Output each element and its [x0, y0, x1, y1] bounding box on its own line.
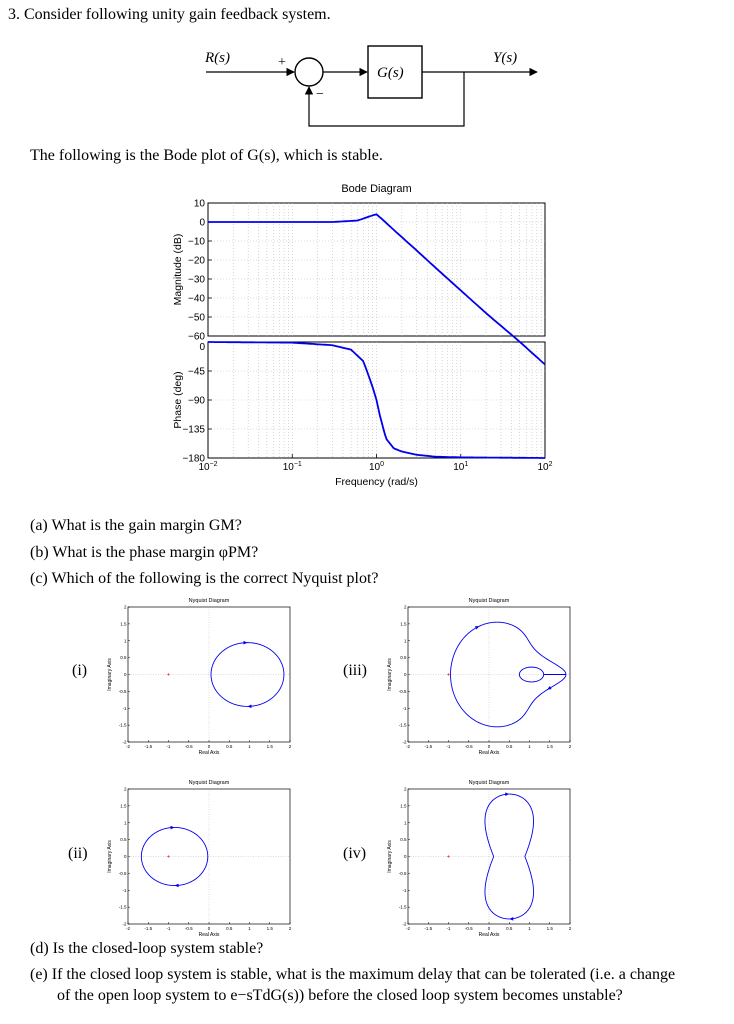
nyquist-y-label: Imaginary Axis: [107, 840, 113, 873]
question-e-text: If the closed loop system is stable, what is the maximum delay that can be tolerated (i.e. a change: [51, 966, 676, 983]
question-c-label: (c): [30, 570, 48, 587]
nyquist-x-tick-label: 2: [568, 926, 572, 931]
nyquist-x-tick-label: -1: [446, 926, 451, 931]
phase-tick-label: −45: [188, 366, 205, 378]
nyquist-x-tick-label: 1.5: [546, 744, 553, 749]
question-d-label: (d): [30, 940, 49, 957]
nyquist-x-tick-label: 1.5: [546, 926, 553, 931]
nyquist-y-tick-label: 2: [403, 786, 407, 792]
input-label: R(s): [205, 50, 230, 66]
nyquist-title: Nyquist Diagram: [188, 598, 230, 604]
minus-sign: −: [316, 87, 324, 102]
nyquist-x-tick-label: -1.5: [144, 926, 153, 931]
nyquist-x-tick-label: 0: [487, 744, 491, 749]
nyquist-x-tick-label: -1.5: [424, 744, 433, 749]
nyquist-y-tick-label: -0.5: [398, 688, 407, 694]
plus-sign: +: [278, 55, 286, 70]
nyquist-y-tick-label: -1.5: [398, 904, 407, 910]
summing-junction: [295, 58, 323, 86]
nyquist-y-tick-label: 0.5: [120, 837, 127, 843]
nyquist-y-tick-label: 1: [403, 820, 407, 826]
nyquist-x-label: Real Axis: [198, 750, 220, 756]
question-a-text: What is the gain margin GM?: [51, 517, 242, 534]
nyquist-x-tick-label: -2: [125, 926, 131, 931]
nyquist-y-tick-label: 2: [123, 604, 127, 610]
nyquist-title: Nyquist Diagram: [188, 780, 230, 786]
bode-title: Bode Diagram: [341, 183, 412, 195]
question-e-label: (e): [30, 966, 48, 983]
bode-intro: The following is the Bode plot of G(s), which is stable.: [30, 147, 383, 164]
nyquist-x-tick-label: -1: [166, 926, 171, 931]
problem-intro: Consider following unity gain feedback system.: [24, 6, 331, 23]
nyquist-y-tick-label: 1.5: [120, 803, 127, 809]
nyquist-y-tick-label: -1.5: [118, 722, 127, 728]
nyquist-y-tick-label: 2: [123, 786, 127, 792]
nyquist-y-label: Imaginary Axis: [387, 658, 393, 691]
option-iv-label: (iv): [343, 845, 367, 862]
phase-tick-label: −90: [188, 395, 205, 407]
nyquist-x-tick-label: 1: [248, 744, 251, 749]
option-ii-label: (ii): [68, 845, 88, 862]
nyquist-y-label: Imaginary Axis: [387, 840, 393, 873]
magnitude-tick-label: 10: [193, 198, 205, 210]
frequency-tick-label: $10^2$: [537, 461, 553, 473]
nyquist-x-tick-label: 1: [528, 744, 531, 749]
nyquist-y-tick-label: 0: [123, 854, 127, 859]
nyquist-y-tick-label: -2: [402, 739, 407, 745]
magnitude-tick-label: −60: [188, 331, 205, 343]
nyquist-x-tick-label: -2: [405, 744, 411, 749]
magnitude-tick-label: −40: [188, 293, 205, 305]
block-diagram: [0, 36, 734, 136]
nyquist-y-tick-label: 1: [123, 638, 127, 644]
nyquist-title: Nyquist Diagram: [468, 598, 510, 604]
problem-number: 3.: [8, 6, 20, 23]
nyquist-plot-iv: [380, 776, 580, 938]
frequency-axis-label: Frequency (rad/s): [335, 476, 418, 488]
nyquist-x-tick-label: 1.5: [266, 744, 273, 749]
bode-diagram: [150, 176, 570, 496]
question-b-text: What is the phase margin φPM?: [52, 544, 259, 561]
magnitude-tick-label: −50: [188, 312, 205, 324]
nyquist-x-tick-label: 1: [528, 926, 531, 931]
nyquist-y-tick-label: -0.5: [118, 688, 127, 694]
question-e-continuation: of the open loop system to e−sTdG(s)) before the closed loop system becomes unstable?: [57, 987, 623, 1004]
problem-statement: [8, 6, 331, 24]
nyquist-x-label: Real Axis: [478, 750, 500, 756]
phase-axis-label: Phase (deg): [172, 371, 184, 429]
nyquist-y-tick-label: -1: [402, 887, 407, 893]
phase-tick-label: −180: [182, 453, 205, 465]
nyquist-y-tick-label: -1.5: [118, 904, 127, 910]
nyquist-y-tick-label: -1: [122, 705, 127, 711]
nyquist-x-tick-label: -1.5: [424, 926, 433, 931]
nyquist-y-tick-label: -2: [402, 921, 407, 927]
magnitude-tick-label: −10: [188, 236, 205, 248]
nyquist-x-tick-label: -1: [446, 744, 451, 749]
nyquist-x-tick-label: -2: [125, 744, 131, 749]
nyquist-y-tick-label: 1.5: [400, 621, 407, 627]
nyquist-y-tick-label: 0: [403, 854, 407, 859]
question-d-text: Is the closed-loop system stable?: [52, 940, 264, 957]
nyquist-x-tick-label: 1.5: [266, 926, 273, 931]
nyquist-x-tick-label: 2: [288, 926, 292, 931]
nyquist-y-tick-label: 1.5: [400, 803, 407, 809]
nyquist-y-tick-label: 1: [123, 820, 127, 826]
nyquist-plot-iii: [380, 594, 580, 756]
question-a: [30, 517, 242, 535]
nyquist-x-tick-label: 0: [207, 926, 211, 931]
phase-tick-label: 0: [199, 342, 205, 353]
nyquist-x-tick-label: 0.5: [506, 744, 513, 749]
nyquist-y-tick-label: 0: [403, 672, 407, 677]
frequency-tick-label: $10^0$: [368, 461, 385, 473]
question-b-label: (b): [30, 544, 49, 561]
nyquist-x-tick-label: 0.5: [226, 926, 233, 931]
nyquist-plot-i: [100, 594, 300, 756]
nyquist-plot-ii: [100, 776, 300, 938]
frequency-tick-label: $10^1$: [453, 461, 469, 473]
plant-label: G(s): [377, 65, 404, 81]
nyquist-x-tick-label: -2: [405, 926, 411, 931]
question-c: [30, 570, 379, 588]
nyquist-x-tick-label: 1: [248, 926, 251, 931]
nyquist-y-tick-label: 0.5: [400, 837, 407, 843]
option-iii-label: (iii): [343, 662, 367, 679]
nyquist-y-label: Imaginary Axis: [107, 658, 113, 691]
critical-point-marker: +: [446, 672, 451, 679]
magnitude-axis-label: Magnitude (dB): [172, 233, 184, 306]
nyquist-x-tick-label: 0: [207, 744, 211, 749]
nyquist-y-tick-label: -2: [122, 921, 127, 927]
phase-tick-label: −135: [182, 424, 205, 436]
option-i-label: (i): [72, 662, 88, 679]
critical-point-marker: +: [446, 854, 451, 861]
nyquist-x-tick-label: 2: [568, 744, 572, 749]
nyquist-x-tick-label: -0.5: [184, 744, 193, 749]
nyquist-y-tick-label: 0.5: [400, 655, 407, 661]
nyquist-y-tick-label: 0.5: [120, 655, 127, 661]
nyquist-x-tick-label: -1: [166, 744, 171, 749]
nyquist-y-tick-label: -1.5: [398, 722, 407, 728]
nyquist-y-tick-label: 1: [403, 638, 407, 644]
question-e: [30, 966, 675, 984]
nyquist-title: Nyquist Diagram: [468, 780, 510, 786]
nyquist-y-tick-label: 0: [123, 672, 127, 677]
question-c-text: Which of the following is the correct Nyquist plot?: [51, 570, 379, 587]
nyquist-y-tick-label: -1: [122, 887, 127, 893]
nyquist-x-tick-label: -0.5: [464, 926, 473, 931]
question-a-label: (a): [30, 517, 48, 534]
question-b: [30, 544, 258, 562]
nyquist-y-tick-label: 1.5: [120, 621, 127, 627]
nyquist-y-tick-label: -1: [402, 705, 407, 711]
magnitude-tick-label: −20: [188, 255, 205, 267]
nyquist-y-tick-label: -2: [122, 739, 127, 745]
question-d: [30, 940, 263, 958]
frequency-tick-label: $10^{-2}$: [198, 461, 218, 473]
nyquist-x-tick-label: -0.5: [464, 744, 473, 749]
nyquist-x-tick-label: -1.5: [144, 744, 153, 749]
nyquist-x-tick-label: 0.5: [226, 744, 233, 749]
nyquist-x-tick-label: 0.5: [506, 926, 513, 931]
critical-point-marker: +: [166, 672, 171, 679]
magnitude-tick-label: 0: [199, 217, 205, 229]
magnitude-tick-label: −30: [188, 274, 205, 286]
nyquist-x-label: Real Axis: [478, 932, 500, 938]
nyquist-x-tick-label: 2: [288, 744, 292, 749]
critical-point-marker: +: [166, 854, 171, 861]
nyquist-x-tick-label: -0.5: [184, 926, 193, 931]
nyquist-y-tick-label: 2: [403, 604, 407, 610]
nyquist-y-tick-label: -0.5: [398, 870, 407, 876]
nyquist-x-label: Real Axis: [198, 932, 220, 938]
output-label: Y(s): [493, 50, 518, 66]
frequency-tick-label: $10^{-1}$: [282, 461, 302, 473]
nyquist-x-tick-label: 0: [487, 926, 491, 931]
nyquist-y-tick-label: -0.5: [118, 870, 127, 876]
